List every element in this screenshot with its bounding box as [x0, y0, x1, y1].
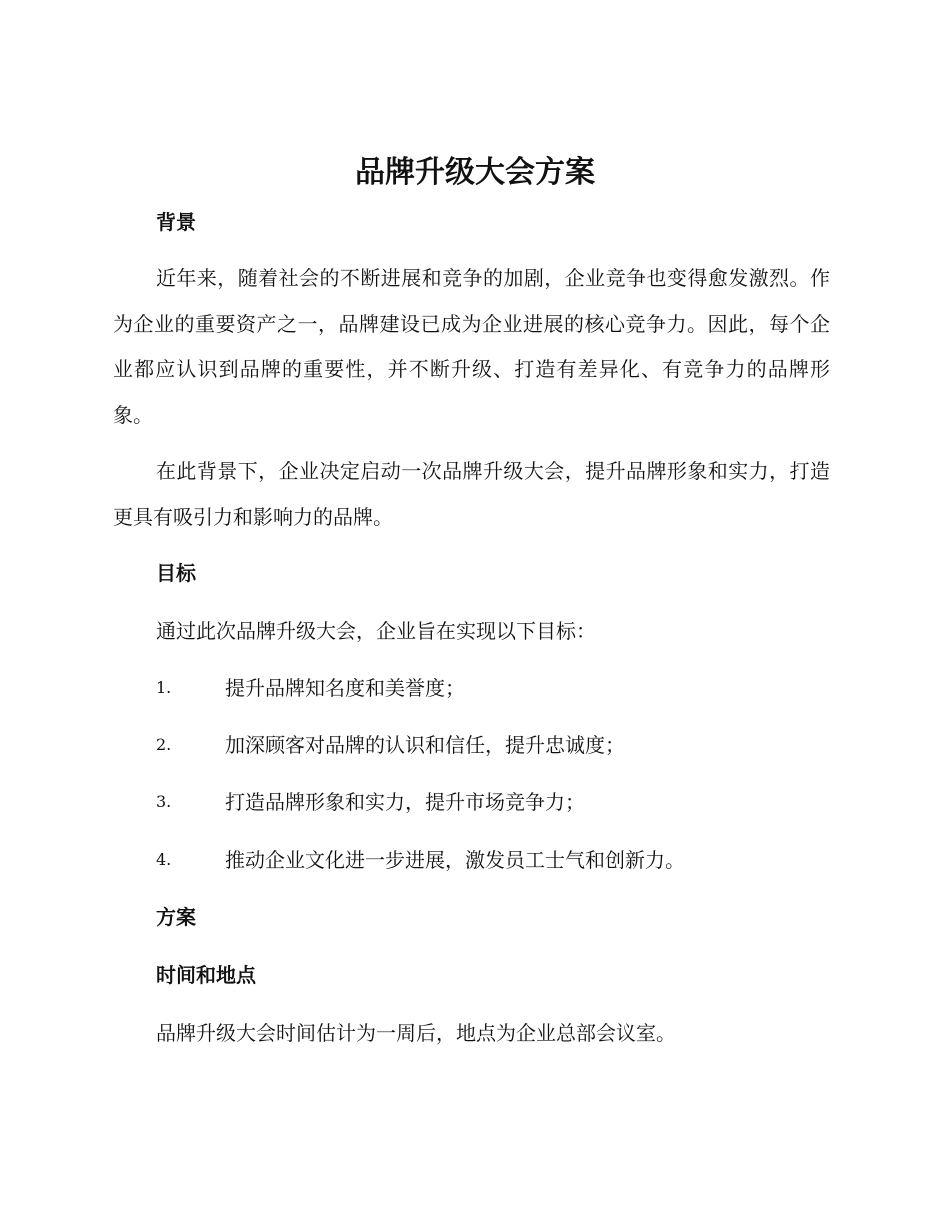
list-item-number: 1.	[156, 678, 172, 697]
list-item-text: 推动企业文化进一步进展，激发员工士气和创新力。	[225, 848, 685, 872]
list-item-number: 4.	[156, 850, 172, 869]
list-item-number: 3.	[156, 792, 172, 811]
list-item-text: 提升品牌知名度和美誉度；	[225, 676, 465, 700]
list-item-text: 加深顾客对品牌的认识和信任，提升忠诚度；	[225, 733, 625, 757]
document-title: 品牌升级大会方案	[355, 155, 595, 190]
plan-time-location-text: 品牌升级大会时间估计为一周后，地点为企业总部会议室。	[156, 1021, 676, 1045]
goals-intro: 通过此次品牌升级大会，企业旨在实现以下目标：	[156, 619, 596, 643]
subheading-time-location: 时间和地点	[156, 963, 256, 987]
section-heading-plan: 方案	[156, 905, 196, 929]
background-paragraph-2: 在此背景下，企业决定启动一次品牌升级大会，提升品牌形象和实力，打造更具有吸引力和影响力的品牌。	[113, 459, 830, 529]
section-heading-background: 背景	[156, 210, 196, 234]
section-heading-goals: 目标	[156, 561, 196, 585]
background-paragraph-1: 近年来，随着社会的不断进展和竞争的加剧，企业竞争也变得愈发激烈。作为企业的重要资产之一，品牌建设已成为企业进展的核心竞争力。因此，每个企业都应认识到品牌的重要性，并不断升级、打造有差异化、有竞争力的品牌形象。	[113, 266, 830, 427]
list-item-text: 打造品牌形象和实力，提升市场竞争力；	[225, 790, 585, 814]
list-item-number: 2.	[156, 735, 172, 754]
